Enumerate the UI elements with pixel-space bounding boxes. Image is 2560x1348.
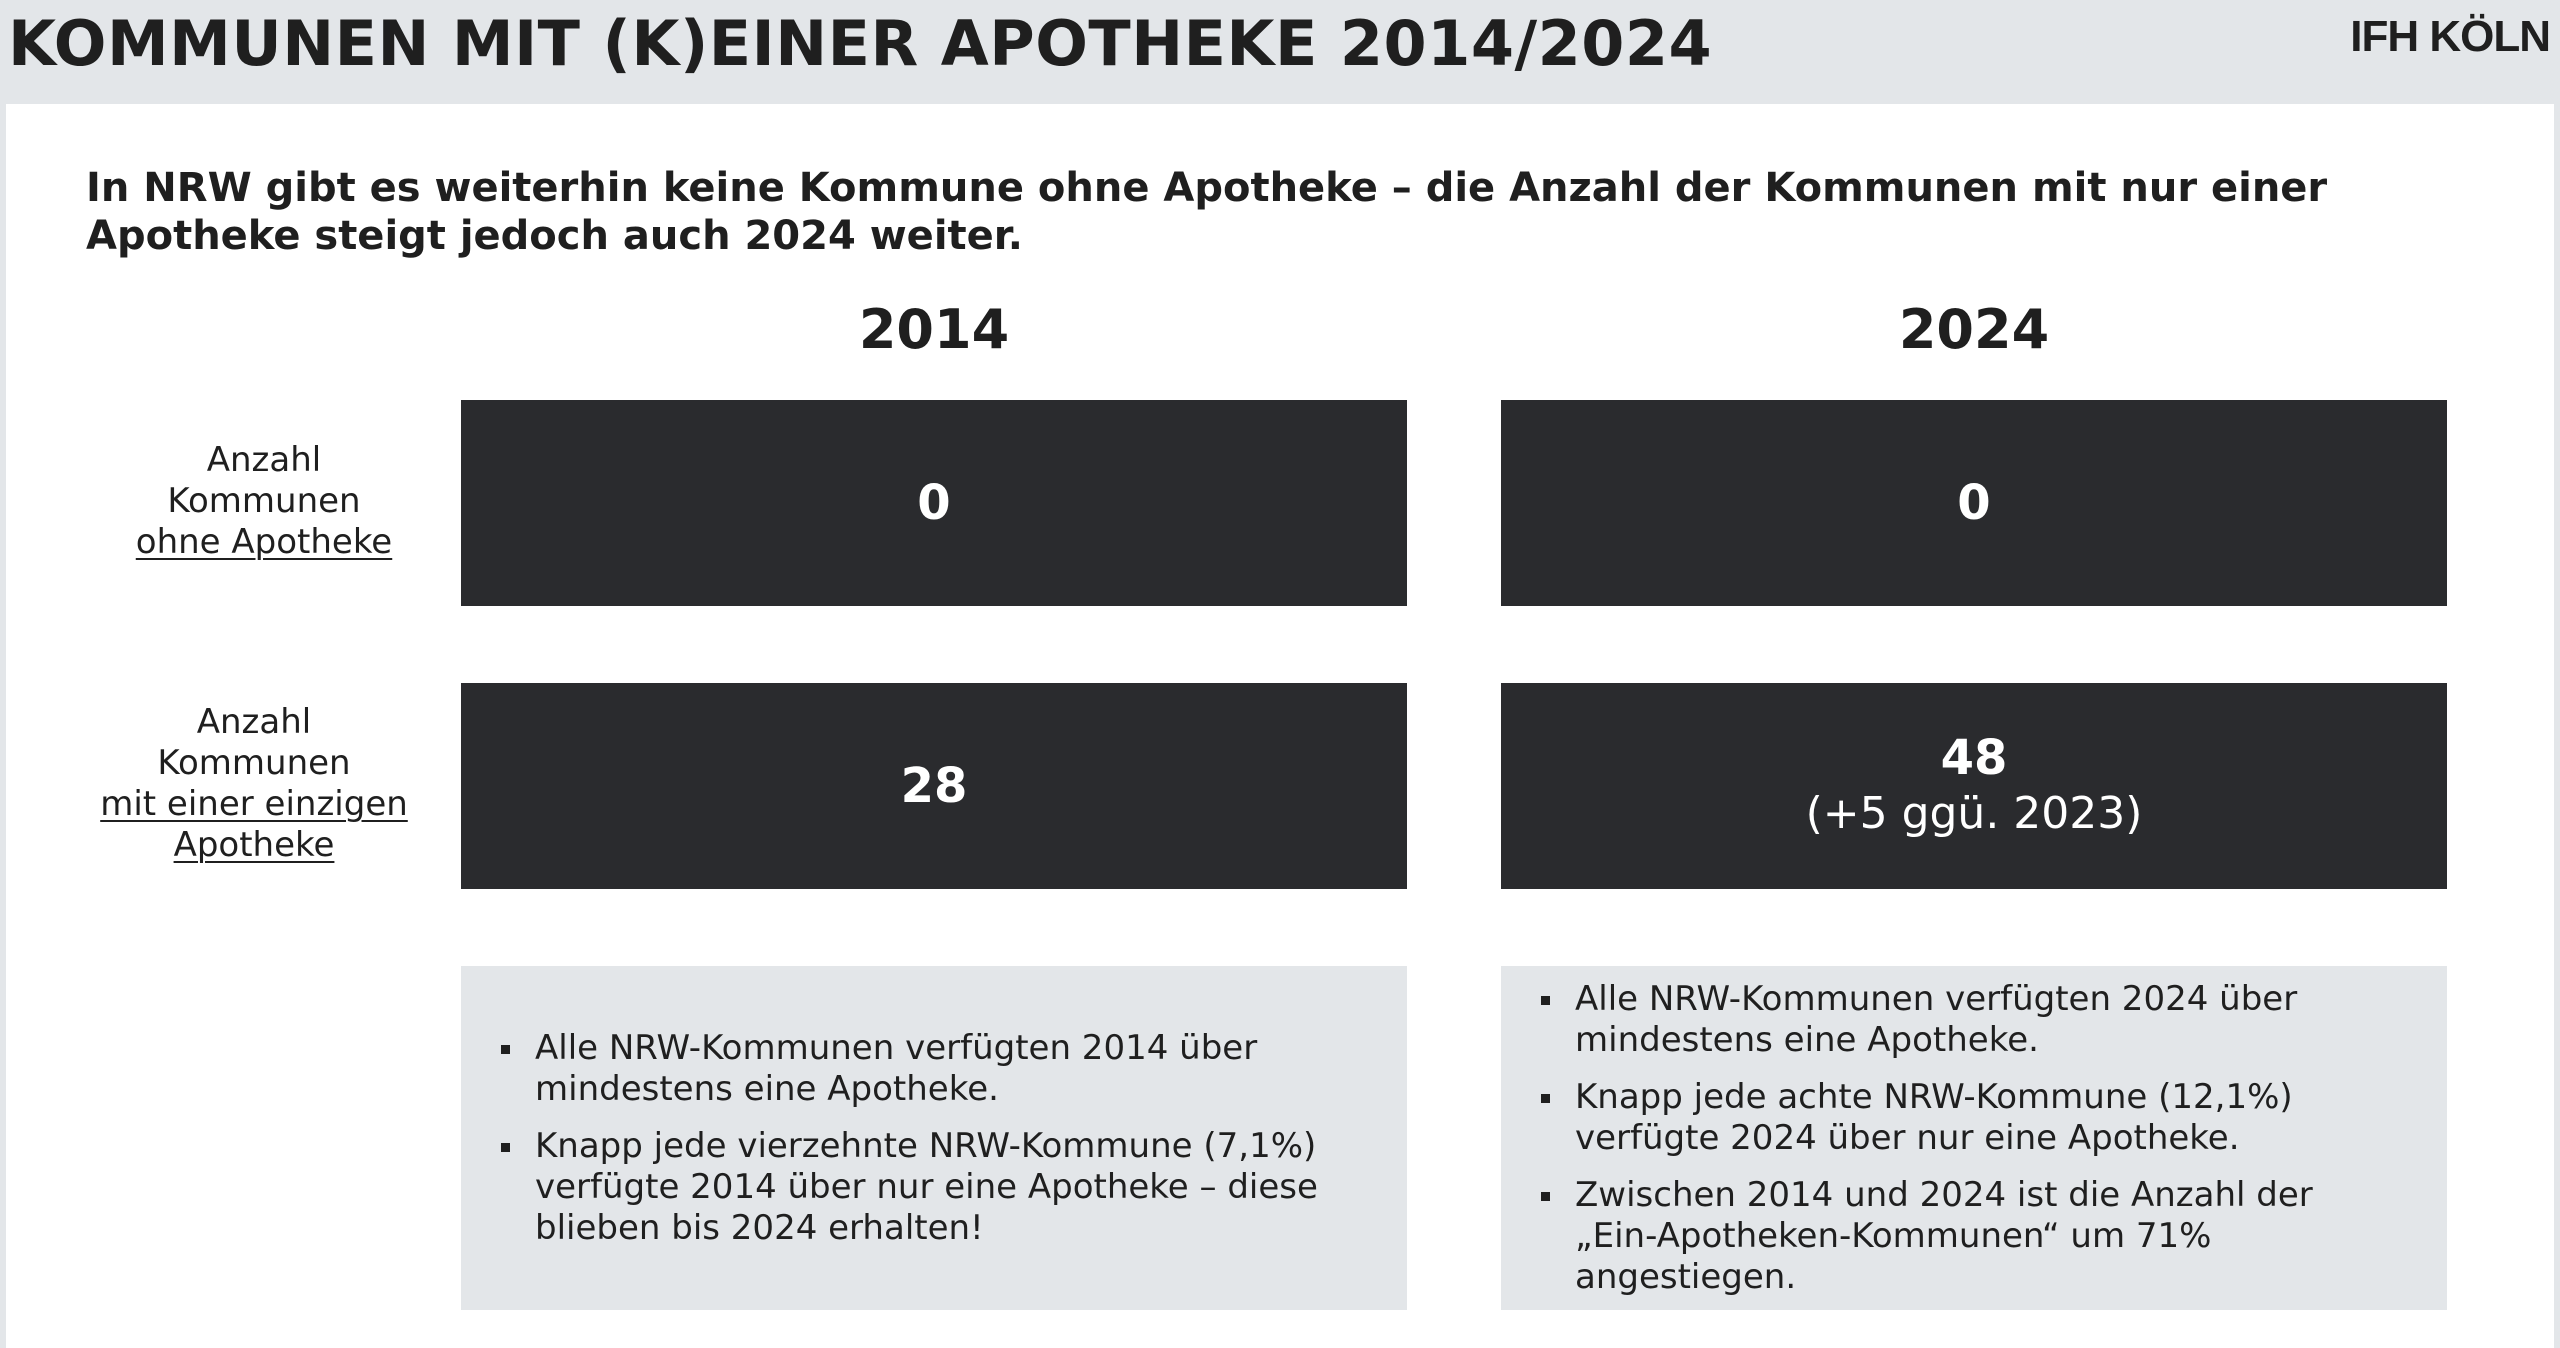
row-label-underlined: mit einer einzigen — [100, 784, 408, 824]
note-bullet: Zwischen 2014 und 2024 ist die Anzahl der „Ein-Apotheken-Kommunen“ um 71% angestiegen. — [1521, 1175, 2387, 1298]
row-label-line: Anzahl — [206, 440, 322, 480]
note-bullet: Alle NRW-Kommunen verfügten 2014 über mindestens eine Apotheke. — [481, 1028, 1347, 1110]
slide-subtitle: In NRW gibt es weiterhin keine Kommune ohne Apotheke – die Anzahl der Kommunen mit nur einer Apotheke steigt jedoch auch 2024 weiter. — [86, 165, 2328, 259]
value: 48 — [1940, 730, 2008, 786]
value-box-2024-single-pharmacy — [1501, 683, 2447, 889]
note-bullet: Knapp jede achte NRW-Kommune (12,1%) verfügte 2024 über nur eine Apotheke. — [1521, 1077, 2387, 1159]
value: 28 — [900, 758, 968, 814]
row-label-line: Anzahl — [196, 702, 312, 742]
row-label-line: Kommunen — [167, 481, 361, 521]
value-box-2014-without-pharmacy — [461, 400, 1407, 606]
value-box-2014-single-pharmacy — [461, 683, 1407, 889]
notes-2024 — [1501, 966, 2447, 1310]
note-bullet: Alle NRW-Kommunen verfügten 2024 über mindestens eine Apotheke. — [1521, 979, 2387, 1061]
note-bullet: Knapp jede vierzehnte NRW-Kommune (7,1%) verfügte 2014 über nur eine Apotheke – diese blieben bis 2024 erhalten! — [481, 1126, 1347, 1249]
header-bar — [0, 0, 2560, 104]
value-box-2024-without-pharmacy — [1501, 400, 2447, 606]
notes-2014 — [461, 966, 1407, 1310]
column-heading-2024: 2024 — [1898, 298, 2050, 361]
slide-content — [6, 104, 2554, 1348]
ifh-koeln-logo: IFH KÖLN — [2350, 12, 2550, 61]
row-label-line: Kommunen — [157, 743, 351, 783]
value: 0 — [917, 475, 951, 531]
row-label-single-pharmacy — [89, 702, 419, 866]
page-title: KOMMUNEN MIT (K)EINER APOTHEKE 2014/2024 — [8, 7, 1713, 80]
row-label-underlined: ohne Apotheke — [135, 522, 393, 562]
row-label-underlined: Apotheke — [173, 825, 335, 865]
change-vs-previous-year: (+5 ggü. 2023) — [1805, 788, 2143, 839]
value: 0 — [1957, 475, 1991, 531]
column-heading-2014: 2014 — [858, 298, 1010, 361]
row-label-without-pharmacy — [99, 440, 429, 563]
